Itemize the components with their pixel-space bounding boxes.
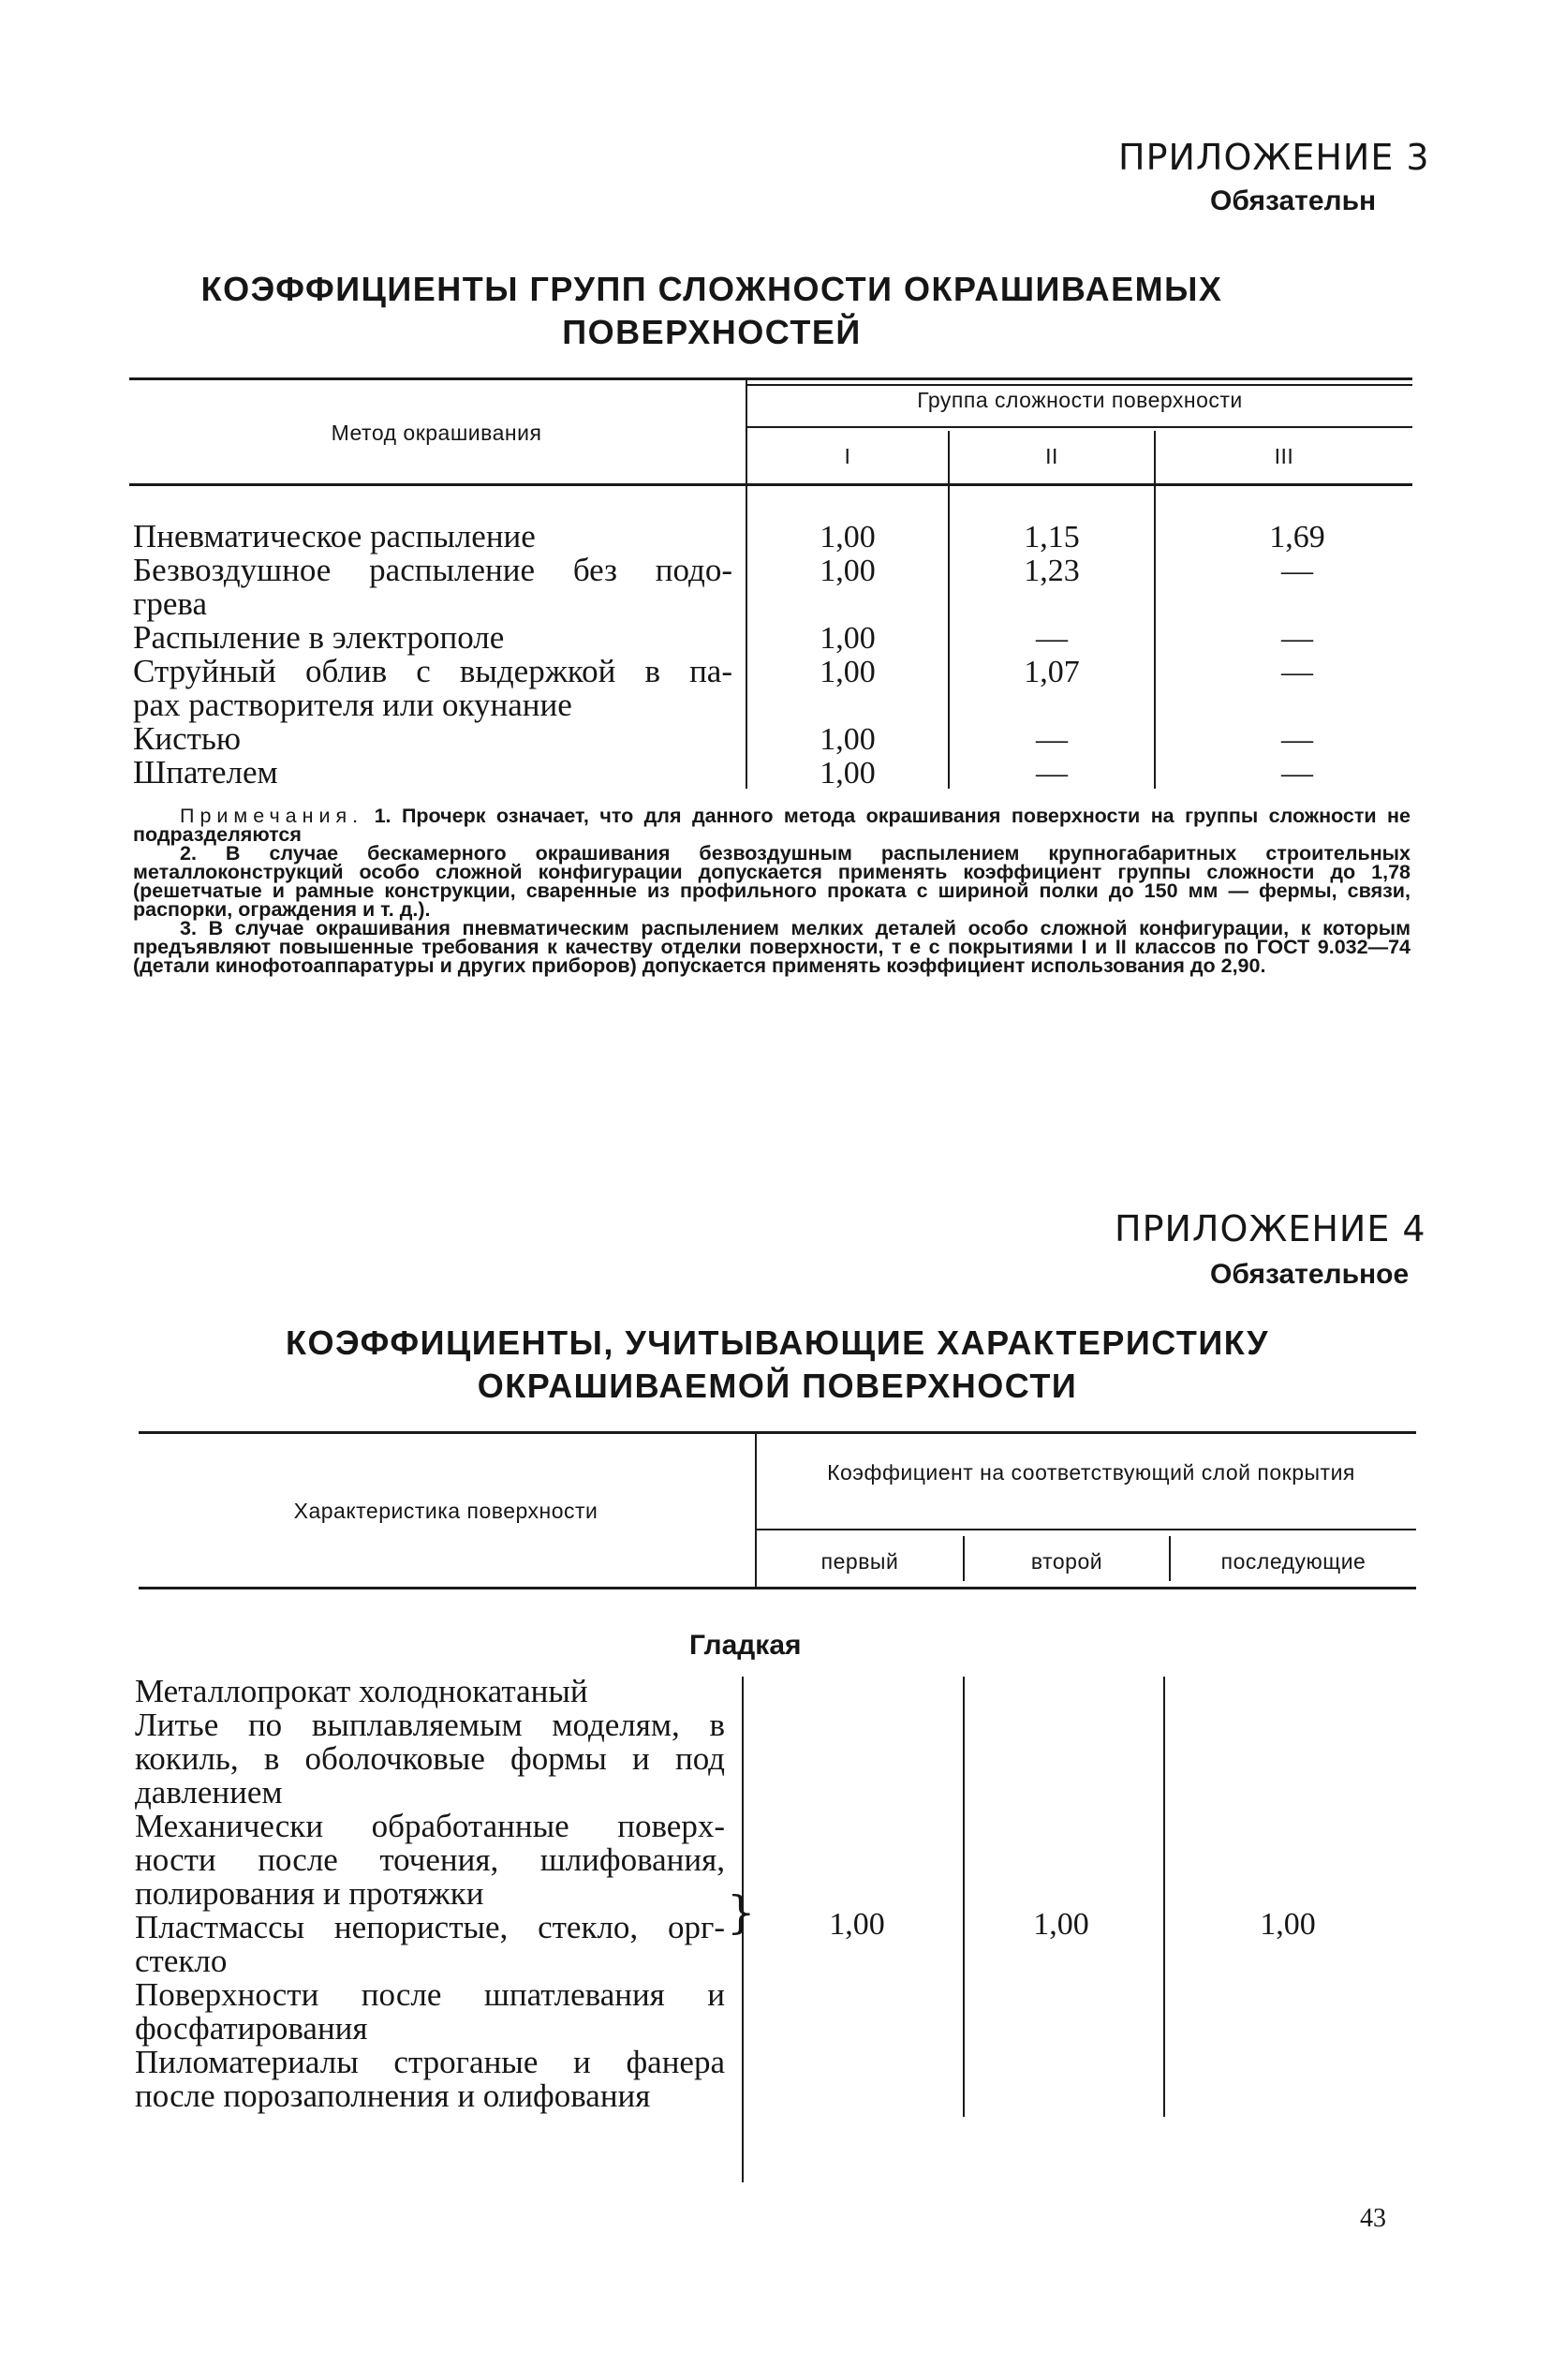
appendix-3-label: ПРИЛОЖЕНИЕ 3	[1118, 137, 1430, 178]
appendix-3-title	[131, 268, 1292, 354]
characteristics-column	[135, 1675, 725, 2113]
method-row-4-line-2: рах растворителя или окунание	[133, 687, 572, 723]
column-header-group-2: II	[1045, 444, 1058, 468]
notes-block	[133, 806, 1411, 975]
cell-r2-c2: 1,23	[1024, 554, 1080, 588]
page-number: 43	[1360, 2204, 1386, 2233]
note-3: 3. В случае окрашивания пневматическим распылением мелких деталей особо сложной конфигурации, к которым предъявляют повышенные требования к качеству отделки поверхности, т е с покрытиями I и II классов по ГОСТ 9.032—74 (детали кинофотоаппаратуры и других приборов) допускается применять коэффициент использования до 2,90.	[133, 917, 1411, 977]
char-line-2: Литье по выплавляемым моделям, в	[135, 1707, 725, 1743]
appendix-4-title-line-1: КОЭФФИЦИЕНТЫ, УЧИТЫВАЮЩИЕ ХАРАКТЕРИСТИКУ	[286, 1323, 1269, 1362]
cell-r3-c2: —	[1036, 621, 1068, 656]
char-line-3: кокиль, в оболочковые формы и под	[135, 1740, 725, 1777]
char-line-5: Механически обработанные поверх-	[135, 1808, 725, 1844]
cell-r5-c3: —	[1281, 722, 1313, 757]
column-header-coefficient: Коэффициент на соответствующий слой покрытия	[827, 1460, 1355, 1485]
column-header-layer-3: последующие	[1220, 1549, 1366, 1574]
table-vrule-3	[1154, 431, 1156, 789]
cell-r1-c1: 1,00	[820, 520, 876, 554]
table-header-bottom-rule	[129, 483, 1412, 486]
appendix-4-status: Обязательное	[1210, 1259, 1410, 1290]
cell-r1-c2: 1,15	[1024, 520, 1080, 554]
table2-top-rule	[139, 1431, 1416, 1434]
char-line-7: полирования и протяжки	[135, 1875, 484, 1912]
table-header-divider	[746, 384, 1412, 386]
table2-subheader-rule	[755, 1529, 1416, 1530]
table-subheader-rule	[746, 426, 1412, 428]
char-line-1: Металлопрокат холоднокатаный	[135, 1673, 588, 1709]
cell-r6-c3: —	[1281, 756, 1313, 791]
cell-r4-c3: —	[1281, 655, 1313, 689]
method-row-3: Распыление в электрополе	[133, 619, 505, 656]
char-line-4: давлением	[135, 1774, 283, 1811]
cell-r5-c2: —	[1036, 722, 1068, 757]
coef-value-2: 1,00	[1033, 1907, 1089, 1942]
coef-value-1: 1,00	[829, 1907, 885, 1942]
column-header-group-1: I	[844, 444, 851, 468]
cell-r6-c2: —	[1036, 756, 1068, 791]
appendix-3-title-line-2: ПОВЕРХНОСТЕЙ	[562, 313, 862, 351]
cell-r3-c3: —	[1281, 621, 1313, 656]
method-row-4-line-1: Струйный облив с выдержкой в па-	[133, 653, 732, 689]
column-header-layer-2: второй	[1030, 1549, 1103, 1574]
table2-vrule-body-1	[963, 1677, 965, 2117]
column-header-method: Метод окрашивания	[331, 421, 542, 445]
method-row-5: Кистью	[133, 720, 242, 757]
char-line-8: Пластмассы непористые, стекло, орг-	[135, 1909, 725, 1945]
cell-r2-c1: 1,00	[820, 554, 876, 588]
column-header-group-3: III	[1274, 444, 1294, 468]
cell-r1-c3: 1,69	[1269, 520, 1325, 554]
appendix-3-status: Обязательн	[1210, 185, 1377, 216]
note-1: 1. Прочерк означает, что для данного метода окрашивания поверхности на группы сложности не подразделяются	[133, 805, 1411, 846]
cell-r3-c1: 1,00	[820, 621, 876, 656]
appendix-4-label: ПРИЛОЖЕНИЕ 4	[1115, 1208, 1426, 1249]
char-line-9: стекло	[135, 1943, 228, 1979]
appendix-4-title	[131, 1322, 1424, 1408]
table2-header-bottom-rule	[139, 1587, 1416, 1589]
note-2: 2. В случае бескамерного окрашивания безвоздушным распылением крупногабаритных строительных металлоконструкций особо сложной конфигурации допускается применять коэффициент группы сложности до 1,78 (решетчатые и рамные конструкции, сваренные из профильного проката с шириной полки до 150 мм — фермы, связи, распорки, ограждения и т. д.).	[133, 842, 1411, 921]
notes-heading: Примечания.	[180, 805, 364, 827]
method-row-1: Пневматическое распыление	[133, 518, 536, 554]
column-header-group: Группа сложности поверхности	[917, 388, 1243, 412]
section-heading-smooth: Гладкая	[689, 1630, 802, 1661]
curly-brace-icon: }	[727, 1886, 756, 1939]
table-top-rule	[129, 377, 1412, 380]
cell-r5-c1: 1,00	[820, 722, 876, 757]
method-row-6: Шпателем	[133, 754, 278, 791]
cell-r6-c1: 1,00	[820, 756, 876, 791]
cell-r4-c2: 1,07	[1024, 655, 1080, 689]
char-line-12: Пиломатериалы строганые и фанера	[135, 2044, 725, 2080]
coef-value-3: 1,00	[1260, 1907, 1316, 1942]
char-line-6: ности после точения, шлифования,	[135, 1841, 725, 1878]
char-line-11: фосфатирования	[135, 2010, 368, 2047]
cell-r4-c1: 1,00	[820, 655, 876, 689]
table-vrule-2	[948, 431, 950, 789]
column-header-characteristic: Характеристика поверхности	[293, 1499, 598, 1523]
table2-vrule-body-2	[1163, 1677, 1165, 2117]
column-header-layer-1: первый	[820, 1549, 899, 1574]
appendix-4-title-line-2: ОКРАШИВАЕМОЙ ПОВЕРХНОСТИ	[477, 1367, 1078, 1405]
method-column	[133, 520, 732, 790]
cell-r2-c3: —	[1281, 554, 1313, 588]
table-vrule-1	[746, 380, 747, 789]
char-line-10: Поверхности после шпатлевания и	[135, 1976, 725, 2013]
char-line-13: после порозаполнения и олифования	[135, 2077, 651, 2114]
method-row-2-line-1: Безвоздушное распыление без подо-	[133, 552, 732, 588]
appendix-3-title-line-1: КОЭФФИЦИЕНТЫ ГРУПП СЛОЖНОСТИ ОКРАШИВАЕМЫХ	[200, 270, 1223, 308]
method-row-2-line-2: грева	[133, 585, 207, 622]
